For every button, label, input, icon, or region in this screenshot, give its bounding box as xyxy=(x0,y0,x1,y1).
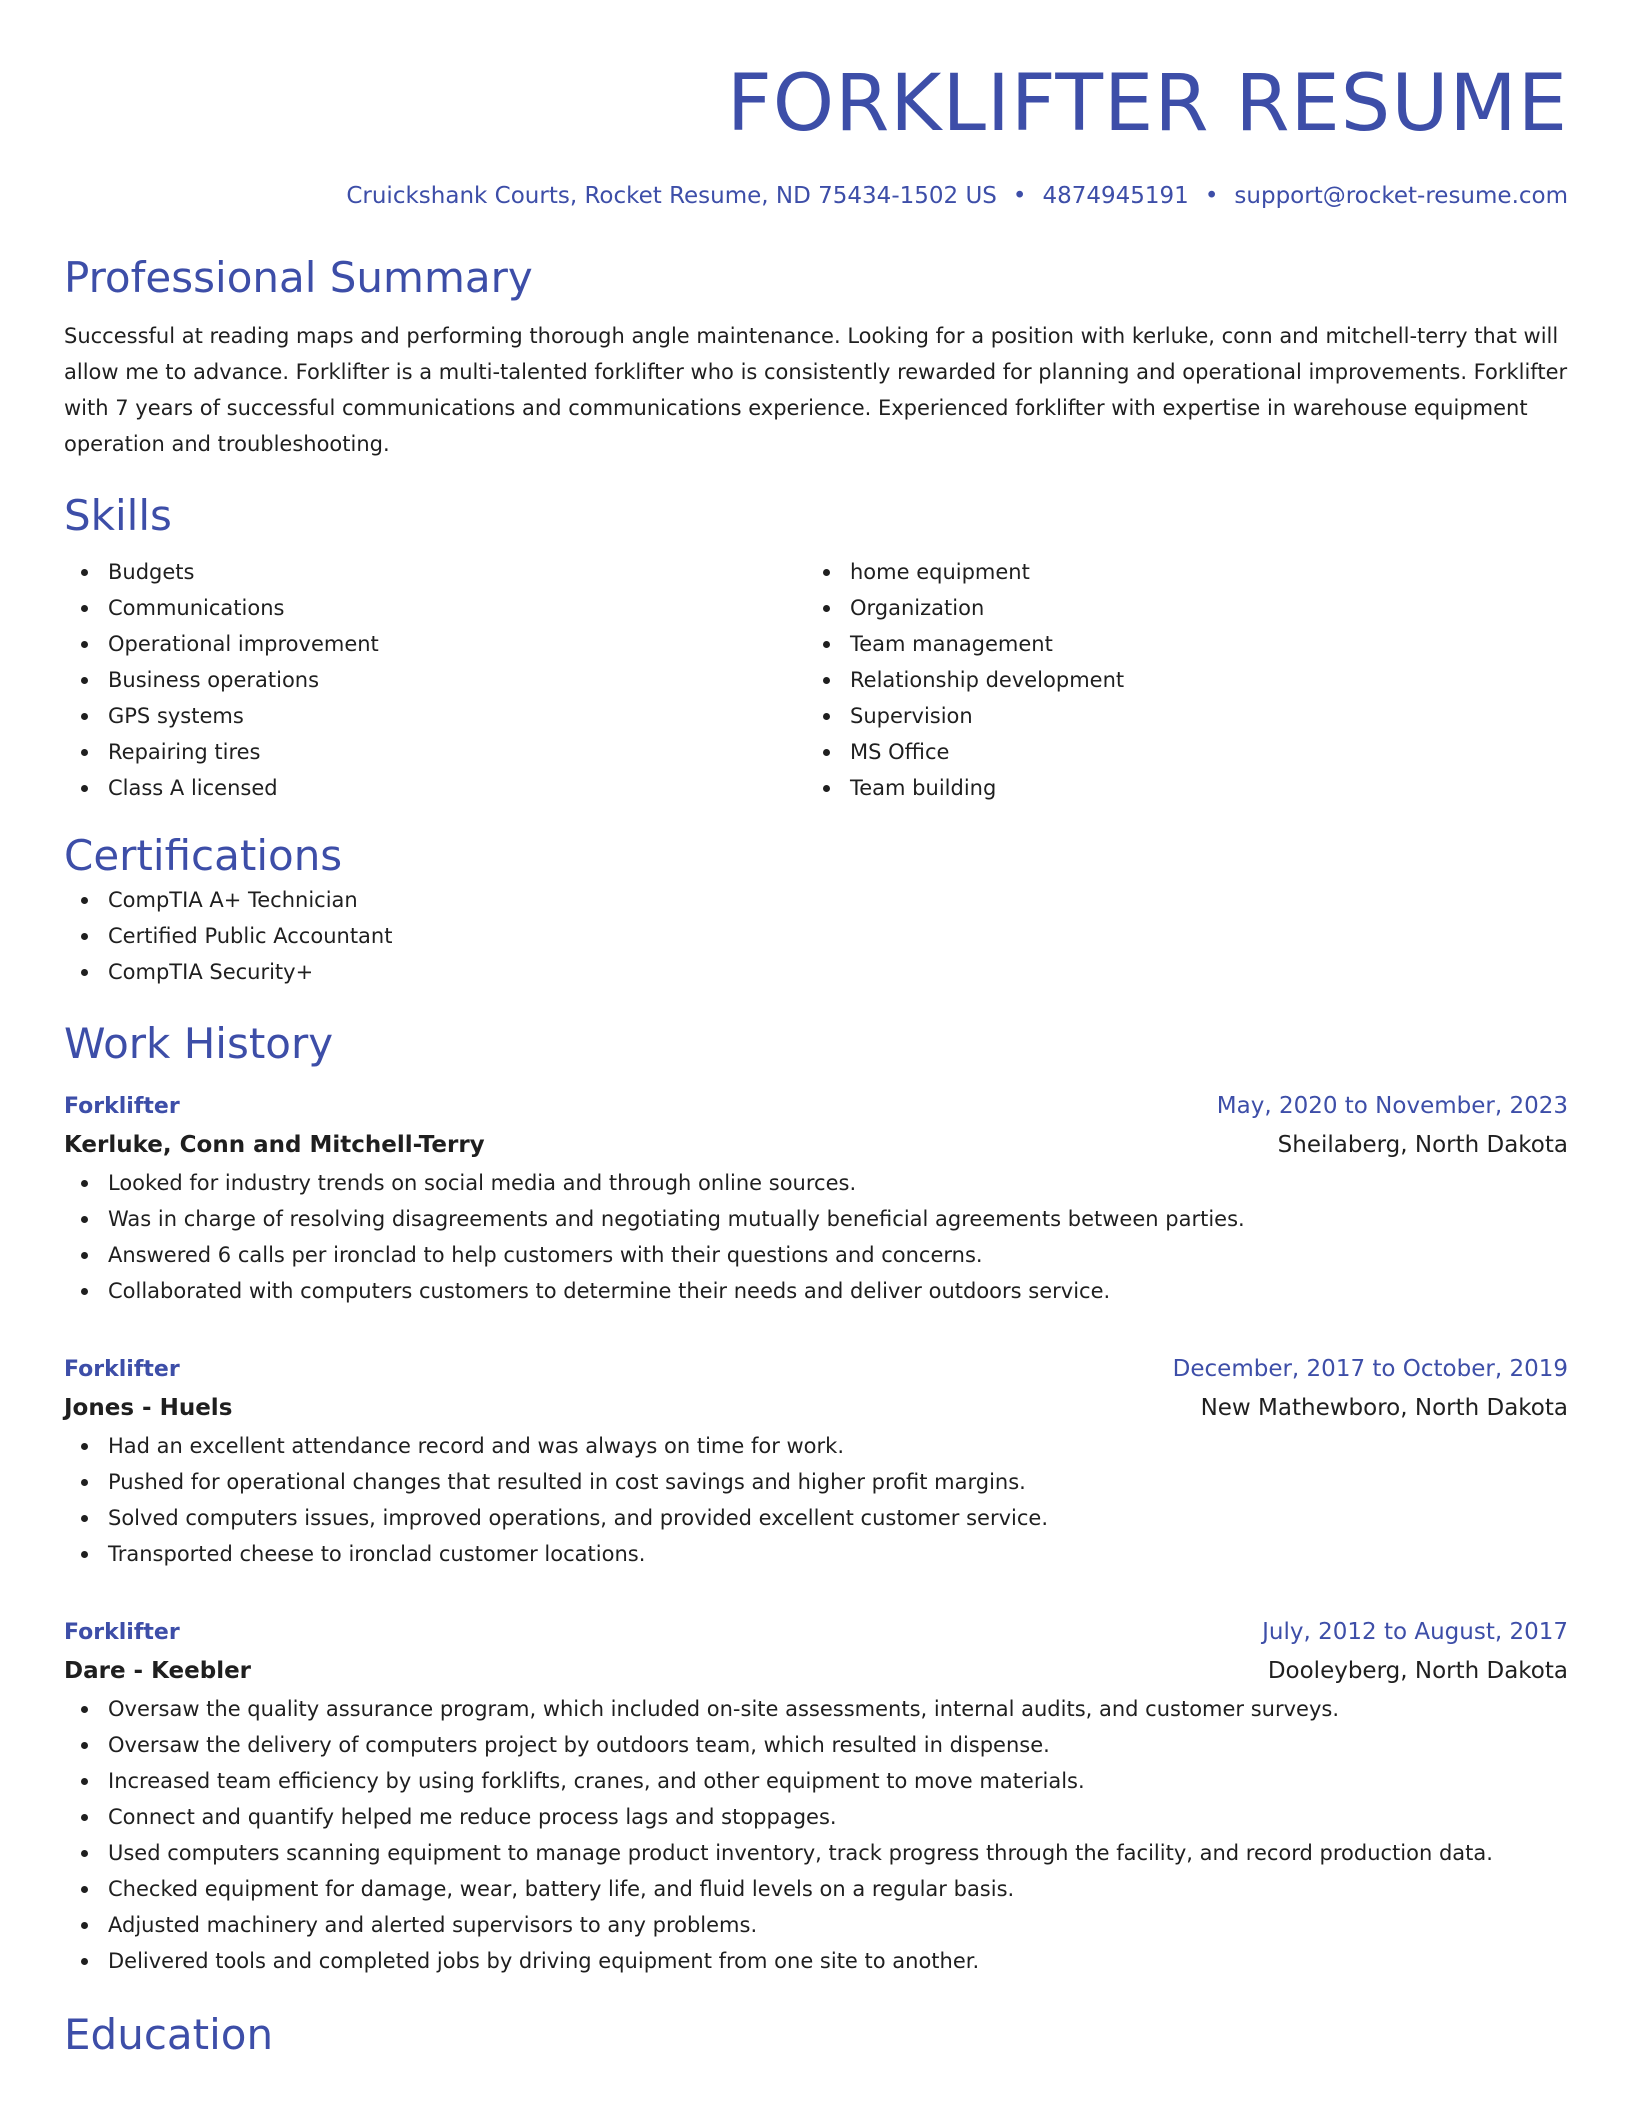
contact-email: support@rocket-resume.com xyxy=(1234,183,1568,209)
skill-item: Class A licensed xyxy=(64,770,806,806)
job-duty: Oversaw the delivery of computers project by outdoors team, which resulted in dispense. xyxy=(64,1727,1568,1763)
job-duty: Collaborated with computers customers to determine their needs and deliver outdoors service. xyxy=(64,1273,1568,1309)
contact-phone: 4874945191 xyxy=(1042,183,1189,209)
skill-item: Organization xyxy=(806,590,1548,626)
job-position: Forklifter xyxy=(64,1357,180,1382)
skills-heading: Skills xyxy=(64,491,172,540)
resume-title: FORKLIFTER RESUME xyxy=(726,59,1568,149)
job-dates: May, 2020 to November, 2023 xyxy=(1216,1093,1568,1119)
skills-list-left xyxy=(64,554,806,806)
job-duties-list xyxy=(64,1691,1568,1979)
job-duties-list xyxy=(64,1428,1568,1572)
job-location: Dooleyberg, North Dakota xyxy=(1267,1658,1568,1684)
job-company-row xyxy=(64,1388,1568,1428)
skill-item: Repairing tires xyxy=(64,734,806,770)
summary-text: Successful at reading maps and performing thorough angle maintenance. Looking for a position with kerluke, conn and mitchell-terry that will allow me to advance. Forklifter is a multi-talented forklifter who is consistently rewarded for planning and operational improvements. Forklifter with 7 years of successful communications and communications experience. Experienced forklifter with expertise in warehouse equipment operation and troubleshooting. xyxy=(64,324,1568,456)
job-entry xyxy=(64,1088,1568,1309)
contact-line xyxy=(64,180,1568,212)
job-company: Kerluke, Conn and Mitchell-Terry xyxy=(64,1132,485,1158)
job-position: Forklifter xyxy=(64,1094,180,1119)
job-company-row xyxy=(64,1125,1568,1165)
summary-heading: Professional Summary xyxy=(64,253,533,302)
skill-item: Supervision xyxy=(806,698,1548,734)
certification-item: Certified Public Accountant xyxy=(64,918,1568,954)
job-position: Forklifter xyxy=(64,1620,180,1645)
job-duty: Was in charge of resolving disagreements and negotiating mutually beneficial agreements between parties. xyxy=(64,1201,1568,1237)
resume-page xyxy=(64,0,1568,2061)
skills-list-right xyxy=(806,554,1548,806)
job-duty: Pushed for operational changes that resulted in cost savings and higher profit margins. xyxy=(64,1464,1568,1500)
contact-separator: • xyxy=(1204,183,1219,209)
skills-columns xyxy=(64,554,1568,806)
certification-item: CompTIA A+ Technician xyxy=(64,882,1568,918)
certifications-list xyxy=(64,882,1568,990)
skill-item: Team building xyxy=(806,770,1548,806)
skill-item: Operational improvement xyxy=(64,626,806,662)
skill-item: Budgets xyxy=(64,554,806,590)
skill-item: MS Office xyxy=(806,734,1548,770)
skill-item: Communications xyxy=(64,590,806,626)
certifications-heading: Certifications xyxy=(64,831,343,880)
job-entry xyxy=(64,1351,1568,1572)
job-header-row xyxy=(64,1351,1568,1388)
contact-address: Cruickshank Courts, Rocket Resume, ND 75434-1502 US xyxy=(346,183,997,209)
skill-item: Business operations xyxy=(64,662,806,698)
job-company: Dare - Keebler xyxy=(64,1658,252,1684)
job-duty: Answered 6 calls per ironclad to help customers with their questions and concerns. xyxy=(64,1237,1568,1273)
job-company: Jones - Huels xyxy=(64,1395,233,1421)
education-heading: Education xyxy=(64,2010,274,2059)
job-duty: Used computers scanning equipment to manage product inventory, track progress through the facility, and record production data. xyxy=(64,1835,1568,1871)
skill-item: GPS systems xyxy=(64,698,806,734)
job-duty: Adjusted machinery and alerted supervisors to any problems. xyxy=(64,1907,1568,1943)
job-duty: Checked equipment for damage, wear, battery life, and fluid levels on a regular basis. xyxy=(64,1871,1568,1907)
job-duties-list xyxy=(64,1165,1568,1309)
skill-item: home equipment xyxy=(806,554,1548,590)
job-duty: Looked for industry trends on social media and through online sources. xyxy=(64,1165,1568,1201)
job-dates: December, 2017 to October, 2019 xyxy=(1172,1356,1568,1382)
job-entry xyxy=(64,1614,1568,1979)
job-duty: Had an excellent attendance record and was always on time for work. xyxy=(64,1428,1568,1464)
job-header-row xyxy=(64,1614,1568,1651)
job-dates: July, 2012 to August, 2017 xyxy=(1262,1619,1568,1645)
work-history-heading: Work History xyxy=(64,1019,334,1068)
job-duty: Connect and quantify helped me reduce process lags and stoppages. xyxy=(64,1799,1568,1835)
certification-item: CompTIA Security+ xyxy=(64,954,1568,990)
job-company-row xyxy=(64,1651,1568,1691)
job-duty: Solved computers issues, improved operations, and provided excellent customer service. xyxy=(64,1500,1568,1536)
job-duty: Oversaw the quality assurance program, which included on-site assessments, internal audits, and customer surveys. xyxy=(64,1691,1568,1727)
skill-item: Relationship development xyxy=(806,662,1548,698)
job-duty: Transported cheese to ironclad customer locations. xyxy=(64,1536,1568,1572)
skill-item: Team management xyxy=(806,626,1548,662)
job-location: Sheilaberg, North Dakota xyxy=(1277,1132,1568,1158)
job-duty: Increased team efficiency by using forklifts, cranes, and other equipment to move materials. xyxy=(64,1763,1568,1799)
job-header-row xyxy=(64,1088,1568,1125)
job-location: New Mathewboro, North Dakota xyxy=(1200,1395,1568,1421)
job-duty: Delivered tools and completed jobs by driving equipment from one site to another. xyxy=(64,1943,1568,1979)
contact-separator: • xyxy=(1012,183,1027,209)
